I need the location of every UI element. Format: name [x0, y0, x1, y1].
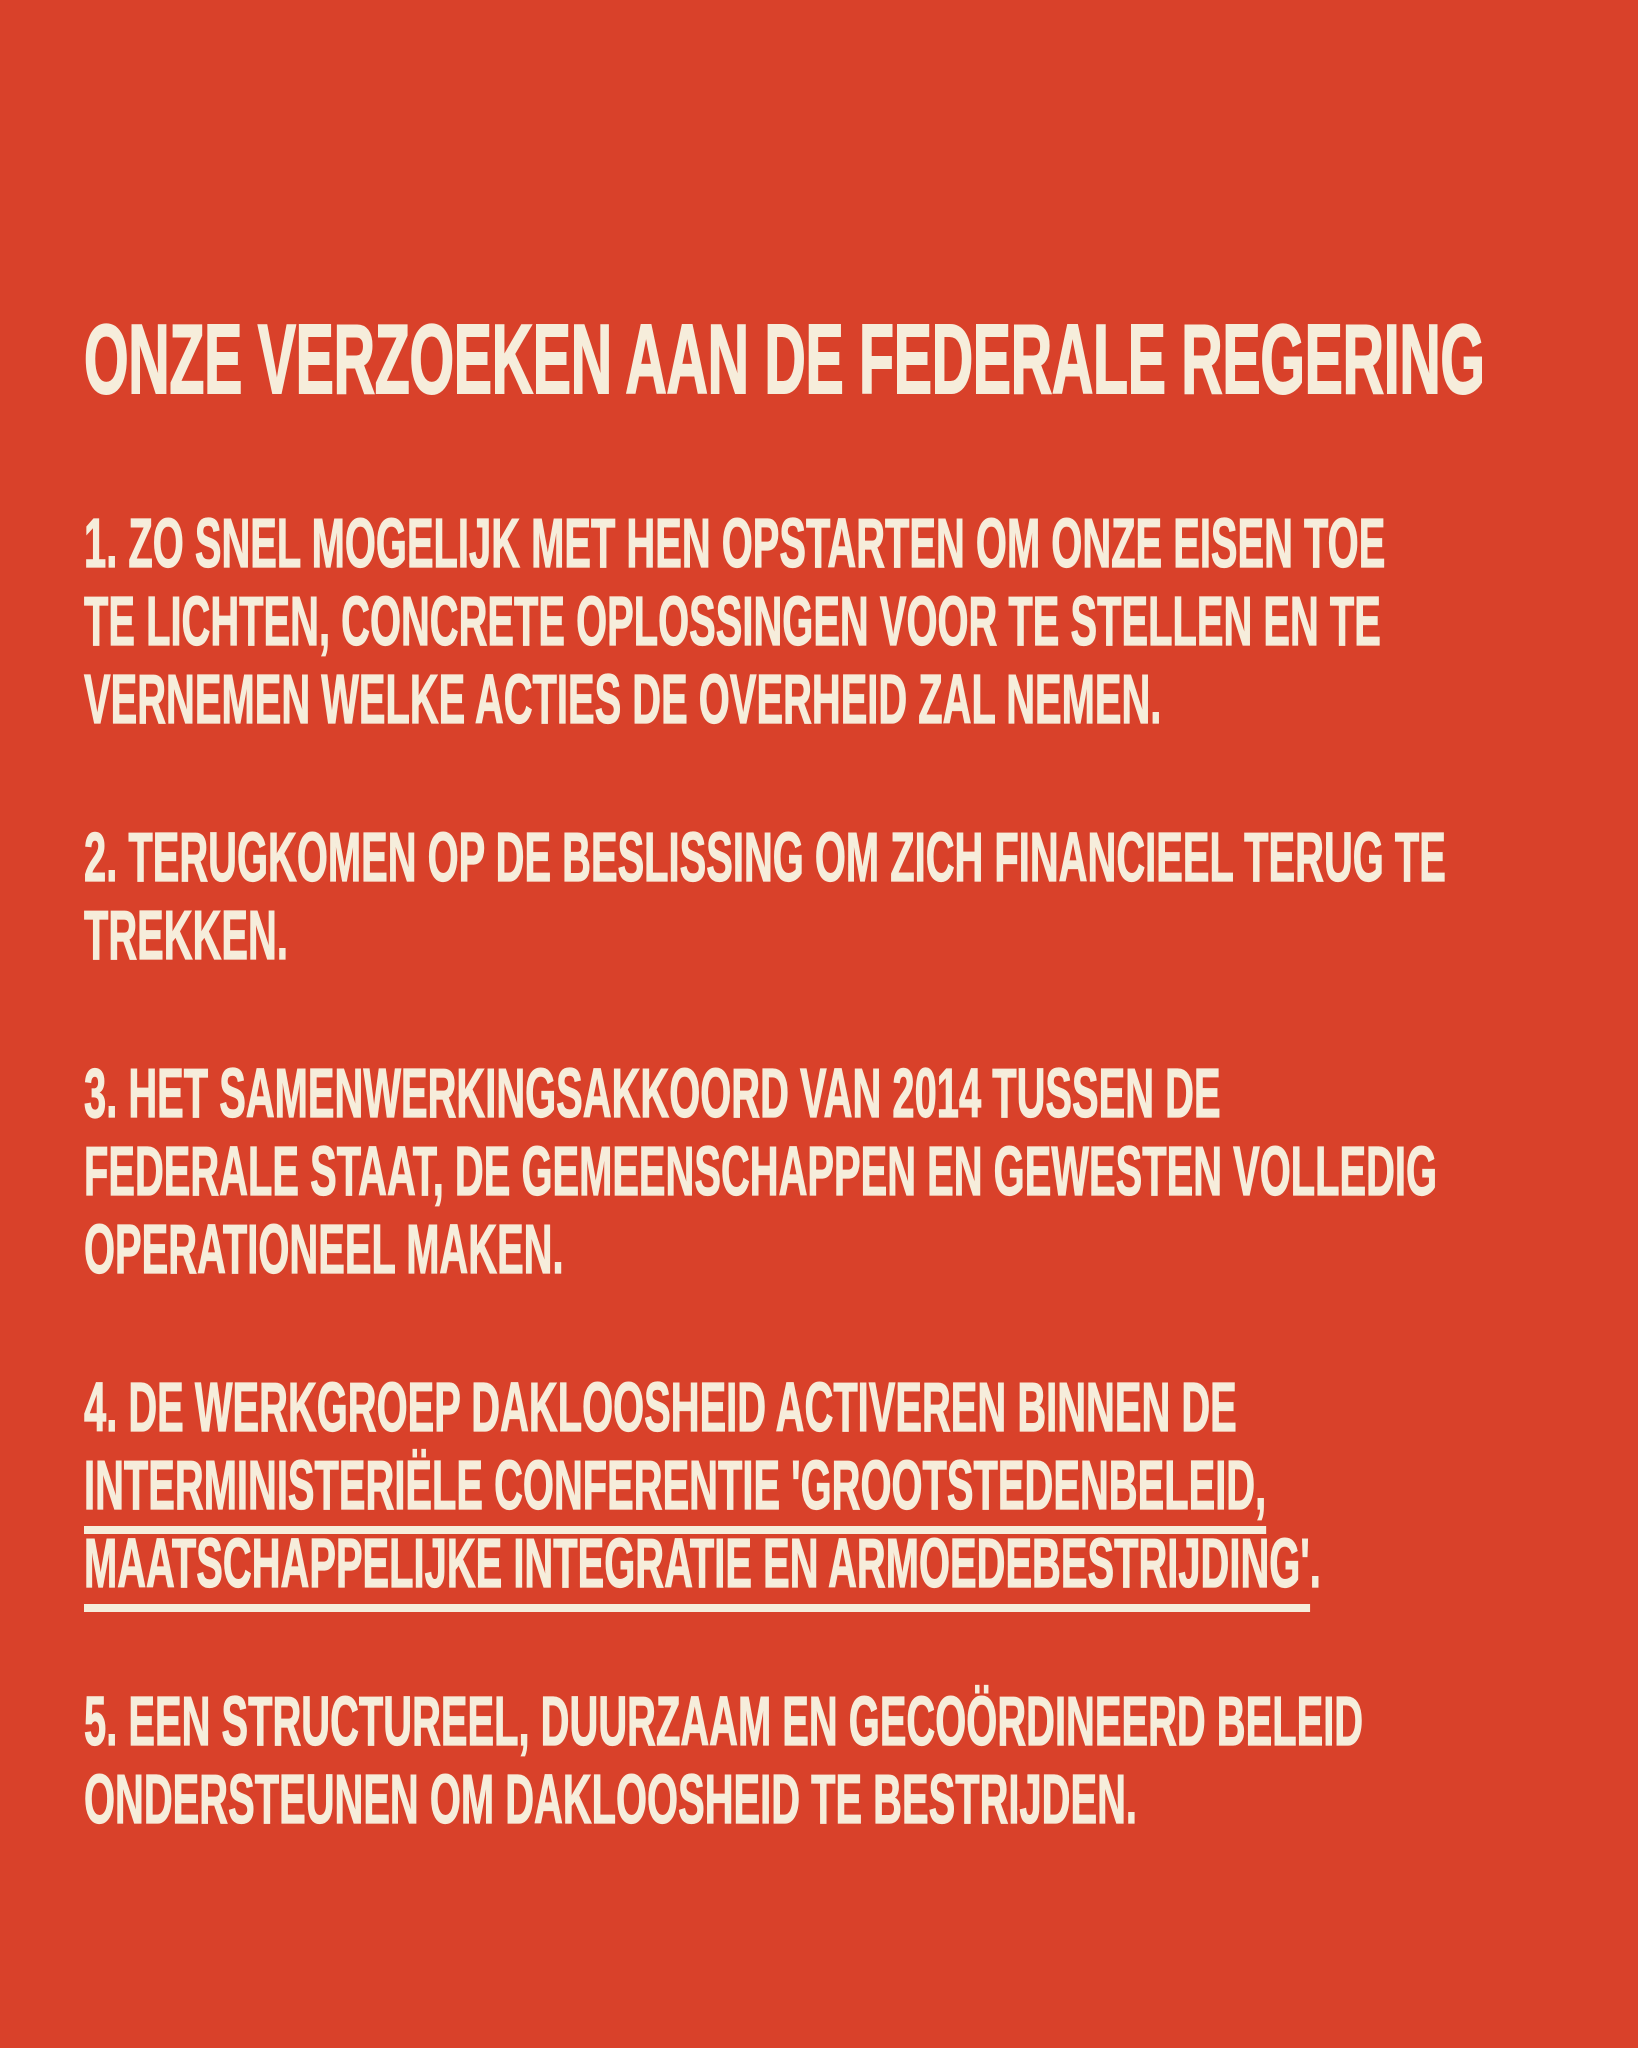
text-line-content: 1. ZO SNEL MOGELIJK MET HEN OPSTARTEN OM ONZE EISEN TOE	[84, 504, 1386, 582]
demand-item-4	[84, 1368, 1554, 1602]
text-line-content: VERNEMEN WELKE ACTIES DE OVERHEID ZAL NEMEN.	[84, 660, 1162, 738]
text-line	[84, 1132, 1554, 1210]
text-line	[84, 818, 1554, 896]
page-title-text: ONZE VERZOEKEN AAN DE FEDERALE REGERING	[84, 304, 1485, 414]
text-line-content: FEDERALE STAAT, DE GEMEENSCHAPPEN EN GEWESTEN VOLLEDIG	[84, 1132, 1438, 1210]
text-line	[84, 1210, 1554, 1288]
page-title	[84, 304, 1554, 414]
demand-item-5	[84, 1682, 1554, 1838]
text-line	[84, 1054, 1554, 1132]
text-line	[84, 1368, 1554, 1446]
text-line-content: 3. HET SAMENWERKINGSAKKOORD VAN 2014 TUSSEN DE	[84, 1054, 1221, 1132]
text-line-content	[84, 1446, 1266, 1534]
text-line	[84, 1682, 1554, 1760]
demand-item-1	[84, 504, 1554, 738]
text-line-content: 4. DE WERKGROEP DAKLOOSHEID ACTIVEREN BINNEN DE	[84, 1368, 1237, 1446]
text-line	[84, 896, 1554, 974]
demand-item-2	[84, 818, 1554, 974]
text-line-content: 2. TERUGKOMEN OP DE BESLISSING OM ZICH FINANCIEEL TERUG TE	[84, 818, 1446, 896]
text-line-underlined	[84, 1446, 1554, 1524]
text-line-underlined	[84, 1524, 1554, 1602]
text-line-content: OPERATIONEEL MAKEN.	[84, 1210, 564, 1288]
text-line-content	[84, 1524, 1321, 1612]
text-line-content: 5. EEN STRUCTUREEL, DUURZAAM EN GECOÖRDINEERD BELEID	[84, 1682, 1364, 1760]
text-line	[84, 504, 1554, 582]
text-line	[84, 582, 1554, 660]
underlined-phrase: MAATSCHAPPELIJKE INTEGRATIE EN ARMOEDEBESTRIJDING'	[84, 1528, 1310, 1612]
text-line	[84, 1760, 1554, 1838]
text-line-content: TREKKEN.	[84, 896, 288, 974]
line-suffix: .	[1309, 1524, 1321, 1602]
text-line	[84, 660, 1554, 738]
text-line-content: TE LICHTEN, CONCRETE OPLOSSINGEN VOOR TE STELLEN EN TE	[84, 582, 1381, 660]
demand-item-3	[84, 1054, 1554, 1288]
underlined-phrase: INTERMINISTERIËLE CONFERENTIE 'GROOTSTEDENBELEID,	[84, 1450, 1266, 1534]
text-line-content: ONDERSTEUNEN OM DAKLOOSHEID TE BESTRIJDEN.	[84, 1760, 1138, 1838]
